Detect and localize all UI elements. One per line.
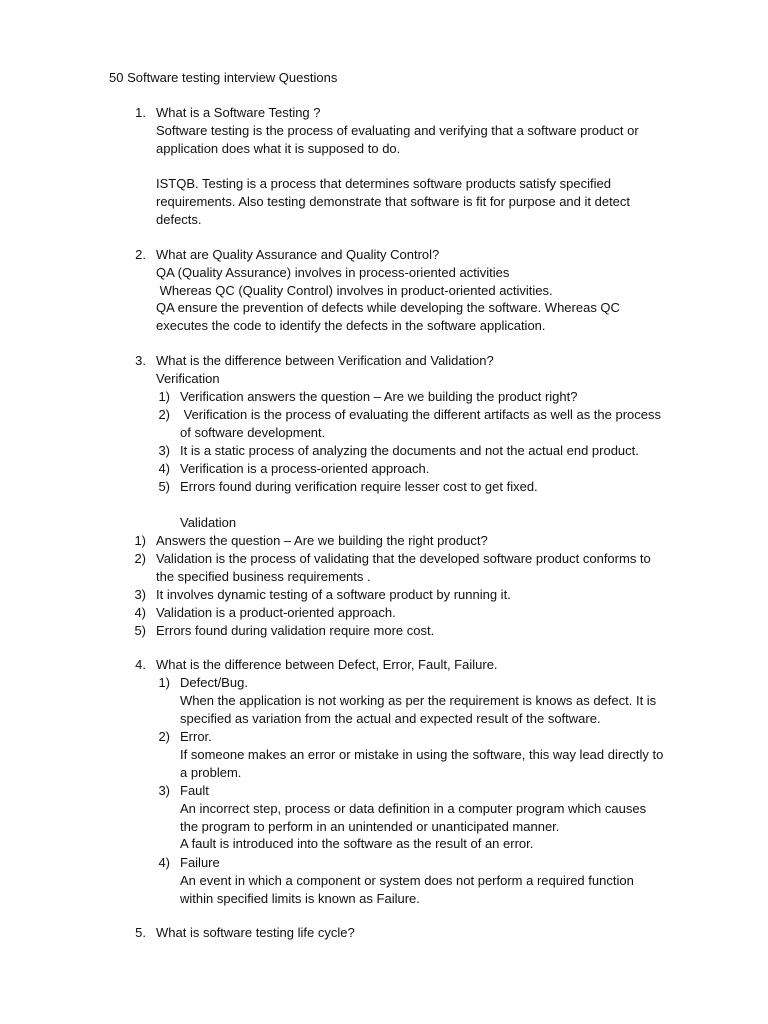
item-line: It is a static process of analyzing the documents and not the actual end product.: [180, 443, 639, 458]
answer-line: QA (Quality Assurance) involves in process-oriented activities: [156, 264, 510, 280]
question-text: What are Quality Assurance and Quality Control?: [156, 247, 440, 262]
question-text: What is software testing life cycle?: [156, 925, 355, 940]
item-line: Errors found during verification require lesser cost to get fixed.: [180, 479, 538, 494]
question-text: What is a Software Testing ?: [156, 105, 321, 120]
answer-line: defects.: [156, 211, 202, 227]
validation-heading: Validation: [180, 515, 237, 530]
item-line: Validation is a product-oriented approach.: [156, 605, 396, 620]
question-number: 5.: [135, 925, 146, 940]
item-number: 4): [158, 855, 170, 870]
item-heading: Fault: [180, 783, 209, 798]
item-line: Verification is a process-oriented approach.: [180, 461, 430, 476]
item-number: 1): [158, 675, 170, 690]
item-line: If someone makes an error or mistake in using the software, this way lead directly to: [180, 746, 664, 762]
item-number: 4): [134, 605, 146, 620]
document-title: 50 Software testing interview Questions: [109, 70, 338, 85]
answer-line: Software testing is the process of evaluating and verifying that a software product or: [156, 122, 639, 138]
question-text: What is the difference between Verification and Validation?: [156, 353, 494, 368]
item-line: within specified limits is known as Failure.: [180, 890, 420, 906]
item-number: 4): [158, 461, 170, 476]
question-number: 2.: [135, 247, 146, 262]
item-line: An incorrect step, process or data definition in a computer program which causes: [180, 800, 647, 816]
answer-line: application does what it is supposed to do.: [156, 140, 401, 156]
item-number: 2): [134, 551, 146, 566]
item-number: 3): [158, 783, 170, 798]
item-heading: Defect/Bug.: [180, 675, 248, 690]
answer-line: requirements. Also testing demonstrate that software is fit for purpose and it detect: [156, 193, 631, 209]
item-line: A fault is introduced into the software as the result of an error.: [180, 836, 534, 852]
item-line: When the application is not working as per the requirement is knows as defect. It is: [180, 692, 657, 708]
item-line: Validation is the process of validating that the developed software product conforms to: [156, 551, 651, 566]
item-line: a problem.: [180, 764, 242, 780]
question-number: 1.: [135, 105, 146, 120]
item-number: 3): [158, 443, 170, 458]
answer-block: [156, 246, 620, 335]
item-line: Verification answers the question – Are we building the product right?: [180, 389, 578, 404]
answer-line: executes the code to identify the defects in the software application.: [156, 318, 546, 334]
item-line: specified as variation from the actual and expected result of the software.: [180, 710, 601, 726]
item-line: Answers the question – Are we building the right product?: [156, 533, 488, 548]
item-line: Errors found during validation require more cost.: [156, 623, 435, 638]
item-line: the program to perform in an unintended or unanticipated manner.: [180, 818, 560, 834]
question-number: 4.: [135, 657, 146, 672]
item-number: 1): [158, 389, 170, 404]
item-number: 3): [134, 587, 146, 602]
answer-line: ISTQB. Testing is a process that determines software products satisfy specified: [156, 176, 611, 192]
item-heading: Error.: [180, 729, 212, 744]
item-heading: Failure: [180, 855, 220, 870]
item-number: 1): [134, 533, 146, 548]
item-line: It involves dynamic testing of a software product by running it.: [156, 587, 511, 602]
item-line: Verification is the process of evaluating the different artifacts as well as the process: [180, 407, 662, 422]
item-line: An event in which a component or system does not perform a required function: [180, 872, 634, 888]
answer-block: [156, 104, 639, 229]
answer-line: Whereas QC (Quality Control) involves in product-oriented activities.: [156, 282, 553, 298]
question-number: 3.: [135, 353, 146, 368]
item-number: 2): [158, 729, 170, 744]
item-number: 5): [134, 623, 146, 638]
question-text: What is the difference between Defect, Error, Fault, Failure.: [156, 657, 498, 672]
item-number: 2): [158, 407, 170, 422]
item-line: of software development.: [180, 424, 326, 440]
item-number: 5): [158, 479, 170, 494]
verification-heading: Verification: [156, 370, 220, 386]
item-line: the specified business requirements .: [156, 568, 371, 584]
answer-block: [156, 352, 494, 388]
answer-line: QA ensure the prevention of defects while developing the software. Whereas QC: [156, 300, 620, 316]
